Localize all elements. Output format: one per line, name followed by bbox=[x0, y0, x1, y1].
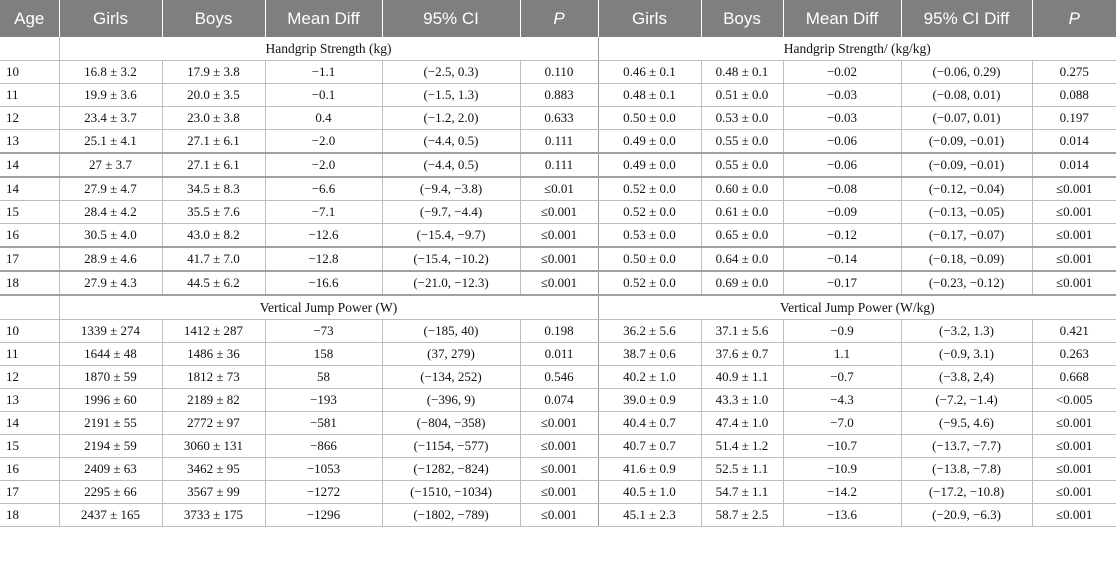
cell-age: 10 bbox=[0, 320, 59, 343]
cell-girls-relative: 0.49 ± 0.0 bbox=[598, 130, 701, 154]
cell-age: 13 bbox=[0, 130, 59, 154]
cell-age: 16 bbox=[0, 224, 59, 248]
cell-age: 16 bbox=[0, 458, 59, 481]
cell-boys-relative: 0.48 ± 0.1 bbox=[701, 61, 783, 84]
cell-mean-diff-relative: −0.03 bbox=[783, 84, 901, 107]
cell-p: ≤0.001 bbox=[520, 435, 598, 458]
cell-p: 0.633 bbox=[520, 107, 598, 130]
cell-girls: 1870 ± 59 bbox=[59, 366, 162, 389]
cell-p-relative: ≤0.001 bbox=[1032, 224, 1116, 248]
table-row bbox=[0, 343, 1116, 366]
cell-boys: 3060 ± 131 bbox=[162, 435, 265, 458]
cell-mean-diff: −1272 bbox=[265, 481, 382, 504]
cell-girls: 27.9 ± 4.3 bbox=[59, 271, 162, 295]
cell-mean-diff-relative: −10.9 bbox=[783, 458, 901, 481]
cell-p-relative: 0.263 bbox=[1032, 343, 1116, 366]
cell-mean-diff: −2.0 bbox=[265, 130, 382, 154]
table-row bbox=[0, 130, 1116, 154]
cell-mean-diff-relative: −0.06 bbox=[783, 130, 901, 154]
cell-boys: 17.9 ± 3.8 bbox=[162, 61, 265, 84]
cell-ci: (−2.5, 0.3) bbox=[382, 61, 520, 84]
cell-ci-diff-relative: (−13.8, −7.8) bbox=[901, 458, 1032, 481]
table-row bbox=[0, 389, 1116, 412]
cell-girls-relative: 0.50 ± 0.0 bbox=[598, 107, 701, 130]
cell-mean-diff: 0.4 bbox=[265, 107, 382, 130]
cell-age: 12 bbox=[0, 107, 59, 130]
cell-age: 18 bbox=[0, 504, 59, 527]
cell-ci: (−1154, −577) bbox=[382, 435, 520, 458]
cell-ci-diff-relative: (−20.9, −6.3) bbox=[901, 504, 1032, 527]
cell-boys: 2189 ± 82 bbox=[162, 389, 265, 412]
cell-boys: 43.0 ± 8.2 bbox=[162, 224, 265, 248]
table-row bbox=[0, 247, 1116, 271]
cell-mean-diff-relative: −0.17 bbox=[783, 271, 901, 295]
table-row bbox=[0, 84, 1116, 107]
cell-boys: 44.5 ± 6.2 bbox=[162, 271, 265, 295]
cell-age: 13 bbox=[0, 389, 59, 412]
cell-mean-diff: −12.6 bbox=[265, 224, 382, 248]
cell-p: ≤0.01 bbox=[520, 177, 598, 201]
cell-p-relative: ≤0.001 bbox=[1032, 458, 1116, 481]
cell-mean-diff: 58 bbox=[265, 366, 382, 389]
cell-girls: 28.4 ± 4.2 bbox=[59, 201, 162, 224]
cell-ci: (−1802, −789) bbox=[382, 504, 520, 527]
cell-p-relative: ≤0.001 bbox=[1032, 481, 1116, 504]
cell-p-relative: ≤0.001 bbox=[1032, 201, 1116, 224]
cell-ci: (−15.4, −10.2) bbox=[382, 247, 520, 271]
cell-ci-diff-relative: (−3.2, 1.3) bbox=[901, 320, 1032, 343]
cell-boys: 27.1 ± 6.1 bbox=[162, 130, 265, 154]
cell-girls: 27 ± 3.7 bbox=[59, 153, 162, 177]
cell-boys: 1412 ± 287 bbox=[162, 320, 265, 343]
cell-ci-diff-relative: (−0.13, −0.05) bbox=[901, 201, 1032, 224]
cell-p-relative: 0.421 bbox=[1032, 320, 1116, 343]
cell-girls: 19.9 ± 3.6 bbox=[59, 84, 162, 107]
cell-ci-diff-relative: (−0.08, 0.01) bbox=[901, 84, 1032, 107]
cell-boys-relative: 0.61 ± 0.0 bbox=[701, 201, 783, 224]
cell-mean-diff-relative: −10.7 bbox=[783, 435, 901, 458]
table-row bbox=[0, 107, 1116, 130]
cell-ci: (−804, −358) bbox=[382, 412, 520, 435]
cell-boys: 41.7 ± 7.0 bbox=[162, 247, 265, 271]
cell-boys: 20.0 ± 3.5 bbox=[162, 84, 265, 107]
cell-p: ≤0.001 bbox=[520, 271, 598, 295]
header-girls-relative: Girls bbox=[598, 0, 701, 37]
cell-ci: (−1510, −1034) bbox=[382, 481, 520, 504]
header-boys-relative: Boys bbox=[701, 0, 783, 37]
cell-ci: (−1.2, 2.0) bbox=[382, 107, 520, 130]
cell-girls-relative: 39.0 ± 0.9 bbox=[598, 389, 701, 412]
cell-boys: 1812 ± 73 bbox=[162, 366, 265, 389]
cell-mean-diff: −73 bbox=[265, 320, 382, 343]
cell-ci-diff-relative: (−0.06, 0.29) bbox=[901, 61, 1032, 84]
cell-girls-relative: 40.7 ± 0.7 bbox=[598, 435, 701, 458]
cell-girls-relative: 38.7 ± 0.6 bbox=[598, 343, 701, 366]
cell-boys-relative: 47.4 ± 1.0 bbox=[701, 412, 783, 435]
cell-ci-diff-relative: (−0.17, −0.07) bbox=[901, 224, 1032, 248]
cell-age: 14 bbox=[0, 412, 59, 435]
header-row bbox=[0, 0, 1116, 37]
cell-p: ≤0.001 bbox=[520, 481, 598, 504]
cell-age: 18 bbox=[0, 271, 59, 295]
cell-age: 17 bbox=[0, 247, 59, 271]
table-row bbox=[0, 458, 1116, 481]
cell-girls-relative: 0.52 ± 0.0 bbox=[598, 177, 701, 201]
cell-girls: 2409 ± 63 bbox=[59, 458, 162, 481]
cell-mean-diff-relative: −0.06 bbox=[783, 153, 901, 177]
cell-age: 15 bbox=[0, 435, 59, 458]
cell-p-relative: 0.275 bbox=[1032, 61, 1116, 84]
cell-p: 0.111 bbox=[520, 153, 598, 177]
cell-ci-diff-relative: (−0.9, 3.1) bbox=[901, 343, 1032, 366]
cell-boys-relative: 0.53 ± 0.0 bbox=[701, 107, 783, 130]
table-row bbox=[0, 201, 1116, 224]
cell-girls-relative: 0.50 ± 0.0 bbox=[598, 247, 701, 271]
cell-girls: 2437 ± 165 bbox=[59, 504, 162, 527]
section-title-left: Vertical Jump Power (W) bbox=[59, 295, 598, 320]
cell-age: 11 bbox=[0, 84, 59, 107]
cell-p-relative: 0.088 bbox=[1032, 84, 1116, 107]
cell-p-relative: ≤0.001 bbox=[1032, 435, 1116, 458]
section-title-right: Vertical Jump Power (W/kg) bbox=[598, 295, 1116, 320]
cell-p-relative: ≤0.001 bbox=[1032, 177, 1116, 201]
cell-mean-diff-relative: −13.6 bbox=[783, 504, 901, 527]
header-ci-diff-relative: 95% CI Diff bbox=[901, 0, 1032, 37]
cell-mean-diff: −6.6 bbox=[265, 177, 382, 201]
table-row bbox=[0, 366, 1116, 389]
cell-girls-relative: 0.52 ± 0.0 bbox=[598, 271, 701, 295]
cell-boys: 3567 ± 99 bbox=[162, 481, 265, 504]
cell-boys-relative: 0.60 ± 0.0 bbox=[701, 177, 783, 201]
cell-p: 0.011 bbox=[520, 343, 598, 366]
cell-p: ≤0.001 bbox=[520, 247, 598, 271]
cell-ci-diff-relative: (−0.12, −0.04) bbox=[901, 177, 1032, 201]
section-title-right: Handgrip Strength/ (kg/kg) bbox=[598, 37, 1116, 61]
table-row bbox=[0, 481, 1116, 504]
cell-p: ≤0.001 bbox=[520, 458, 598, 481]
table-row bbox=[0, 61, 1116, 84]
cell-boys: 1486 ± 36 bbox=[162, 343, 265, 366]
cell-age: 12 bbox=[0, 366, 59, 389]
cell-girls: 2194 ± 59 bbox=[59, 435, 162, 458]
section-age-blank bbox=[0, 295, 59, 320]
cell-boys-relative: 0.64 ± 0.0 bbox=[701, 247, 783, 271]
cell-mean-diff-relative: −0.03 bbox=[783, 107, 901, 130]
section-title-row bbox=[0, 37, 1116, 61]
cell-p: ≤0.001 bbox=[520, 201, 598, 224]
cell-ci-diff-relative: (−13.7, −7.7) bbox=[901, 435, 1032, 458]
cell-boys-relative: 51.4 ± 1.2 bbox=[701, 435, 783, 458]
cell-boys: 27.1 ± 6.1 bbox=[162, 153, 265, 177]
cell-ci: (−21.0, −12.3) bbox=[382, 271, 520, 295]
cell-girls-relative: 0.46 ± 0.1 bbox=[598, 61, 701, 84]
cell-p-relative: ≤0.001 bbox=[1032, 271, 1116, 295]
cell-mean-diff: −12.8 bbox=[265, 247, 382, 271]
cell-ci: (−15.4, −9.7) bbox=[382, 224, 520, 248]
cell-ci: (−4.4, 0.5) bbox=[382, 153, 520, 177]
cell-boys-relative: 58.7 ± 2.5 bbox=[701, 504, 783, 527]
cell-ci: (−185, 40) bbox=[382, 320, 520, 343]
header-mean-diff: Mean Diff bbox=[265, 0, 382, 37]
cell-mean-diff: −1053 bbox=[265, 458, 382, 481]
cell-girls-relative: 40.2 ± 1.0 bbox=[598, 366, 701, 389]
cell-mean-diff: 158 bbox=[265, 343, 382, 366]
cell-mean-diff: −0.1 bbox=[265, 84, 382, 107]
cell-boys-relative: 43.3 ± 1.0 bbox=[701, 389, 783, 412]
cell-girls: 16.8 ± 3.2 bbox=[59, 61, 162, 84]
header-girls: Girls bbox=[59, 0, 162, 37]
cell-mean-diff-relative: −0.12 bbox=[783, 224, 901, 248]
cell-girls-relative: 0.53 ± 0.0 bbox=[598, 224, 701, 248]
cell-ci: (−134, 252) bbox=[382, 366, 520, 389]
cell-p-relative: 0.197 bbox=[1032, 107, 1116, 130]
cell-girls: 1644 ± 48 bbox=[59, 343, 162, 366]
cell-boys-relative: 0.55 ± 0.0 bbox=[701, 153, 783, 177]
table-row bbox=[0, 504, 1116, 527]
cell-boys-relative: 0.65 ± 0.0 bbox=[701, 224, 783, 248]
cell-boys: 35.5 ± 7.6 bbox=[162, 201, 265, 224]
cell-mean-diff-relative: −0.02 bbox=[783, 61, 901, 84]
cell-ci: (37, 279) bbox=[382, 343, 520, 366]
cell-girls-relative: 0.48 ± 0.1 bbox=[598, 84, 701, 107]
cell-boys-relative: 0.51 ± 0.0 bbox=[701, 84, 783, 107]
cell-mean-diff-relative: −0.09 bbox=[783, 201, 901, 224]
cell-p-relative: ≤0.001 bbox=[1032, 504, 1116, 527]
cell-boys: 3462 ± 95 bbox=[162, 458, 265, 481]
cell-boys-relative: 0.55 ± 0.0 bbox=[701, 130, 783, 154]
cell-mean-diff: −581 bbox=[265, 412, 382, 435]
cell-p-relative: 0.014 bbox=[1032, 130, 1116, 154]
cell-mean-diff: −1.1 bbox=[265, 61, 382, 84]
cell-mean-diff: −866 bbox=[265, 435, 382, 458]
cell-ci: (−9.7, −4.4) bbox=[382, 201, 520, 224]
cell-mean-diff-relative: −4.3 bbox=[783, 389, 901, 412]
cell-boys: 3733 ± 175 bbox=[162, 504, 265, 527]
cell-age: 14 bbox=[0, 153, 59, 177]
cell-mean-diff-relative: −0.9 bbox=[783, 320, 901, 343]
cell-boys: 34.5 ± 8.3 bbox=[162, 177, 265, 201]
table-row bbox=[0, 435, 1116, 458]
cell-ci: (−396, 9) bbox=[382, 389, 520, 412]
cell-girls: 23.4 ± 3.7 bbox=[59, 107, 162, 130]
cell-boys: 23.0 ± 3.8 bbox=[162, 107, 265, 130]
table-row bbox=[0, 271, 1116, 295]
cell-p-relative: 0.668 bbox=[1032, 366, 1116, 389]
cell-girls: 1339 ± 274 bbox=[59, 320, 162, 343]
cell-age: 14 bbox=[0, 177, 59, 201]
cell-ci: (−1282, −824) bbox=[382, 458, 520, 481]
cell-boys-relative: 37.1 ± 5.6 bbox=[701, 320, 783, 343]
table-row bbox=[0, 224, 1116, 248]
cell-ci-diff-relative: (−9.5, 4.6) bbox=[901, 412, 1032, 435]
cell-age: 10 bbox=[0, 61, 59, 84]
cell-p: 0.883 bbox=[520, 84, 598, 107]
cell-mean-diff-relative: −0.7 bbox=[783, 366, 901, 389]
cell-p: 0.110 bbox=[520, 61, 598, 84]
cell-girls: 25.1 ± 4.1 bbox=[59, 130, 162, 154]
cell-ci: (−1.5, 1.3) bbox=[382, 84, 520, 107]
cell-p: ≤0.001 bbox=[520, 224, 598, 248]
table-row bbox=[0, 320, 1116, 343]
cell-mean-diff: −16.6 bbox=[265, 271, 382, 295]
cell-age: 17 bbox=[0, 481, 59, 504]
header-boys: Boys bbox=[162, 0, 265, 37]
cell-ci-diff-relative: (−0.09, −0.01) bbox=[901, 130, 1032, 154]
cell-boys-relative: 40.9 ± 1.1 bbox=[701, 366, 783, 389]
cell-mean-diff-relative: −7.0 bbox=[783, 412, 901, 435]
cell-boys-relative: 52.5 ± 1.1 bbox=[701, 458, 783, 481]
section-title-left: Handgrip Strength (kg) bbox=[59, 37, 598, 61]
cell-p-relative: 0.014 bbox=[1032, 153, 1116, 177]
cell-mean-diff-relative: −0.08 bbox=[783, 177, 901, 201]
cell-girls-relative: 40.5 ± 1.0 bbox=[598, 481, 701, 504]
cell-boys-relative: 37.6 ± 0.7 bbox=[701, 343, 783, 366]
cell-girls-relative: 36.2 ± 5.6 bbox=[598, 320, 701, 343]
cell-p: 0.546 bbox=[520, 366, 598, 389]
cell-girls: 30.5 ± 4.0 bbox=[59, 224, 162, 248]
cell-girls-relative: 45.1 ± 2.3 bbox=[598, 504, 701, 527]
cell-ci-diff-relative: (−0.07, 0.01) bbox=[901, 107, 1032, 130]
cell-girls: 1996 ± 60 bbox=[59, 389, 162, 412]
cell-ci-diff-relative: (−3.8, 2,4) bbox=[901, 366, 1032, 389]
header-p-relative: P bbox=[1032, 0, 1116, 37]
cell-girls-relative: 41.6 ± 0.9 bbox=[598, 458, 701, 481]
cell-boys-relative: 54.7 ± 1.1 bbox=[701, 481, 783, 504]
cell-age: 11 bbox=[0, 343, 59, 366]
cell-p: ≤0.001 bbox=[520, 412, 598, 435]
cell-ci-diff-relative: (−17.2, −10.8) bbox=[901, 481, 1032, 504]
table-row bbox=[0, 177, 1116, 201]
cell-mean-diff-relative: −14.2 bbox=[783, 481, 901, 504]
cell-p: ≤0.001 bbox=[520, 504, 598, 527]
cell-girls-relative: 0.52 ± 0.0 bbox=[598, 201, 701, 224]
cell-girls: 27.9 ± 4.7 bbox=[59, 177, 162, 201]
table-row bbox=[0, 412, 1116, 435]
cell-ci: (−9.4, −3.8) bbox=[382, 177, 520, 201]
section-age-blank bbox=[0, 37, 59, 61]
section-title-row bbox=[0, 295, 1116, 320]
cell-p-relative: <0.005 bbox=[1032, 389, 1116, 412]
cell-ci-diff-relative: (−0.23, −0.12) bbox=[901, 271, 1032, 295]
cell-p: 0.074 bbox=[520, 389, 598, 412]
table-body bbox=[0, 37, 1116, 527]
cell-mean-diff: −1296 bbox=[265, 504, 382, 527]
cell-p-relative: ≤0.001 bbox=[1032, 247, 1116, 271]
cell-mean-diff-relative: −0.14 bbox=[783, 247, 901, 271]
cell-age: 15 bbox=[0, 201, 59, 224]
cell-girls-relative: 40.4 ± 0.7 bbox=[598, 412, 701, 435]
cell-boys: 2772 ± 97 bbox=[162, 412, 265, 435]
header-mean-diff-relative: Mean Diff bbox=[783, 0, 901, 37]
cell-girls: 28.9 ± 4.6 bbox=[59, 247, 162, 271]
table-row bbox=[0, 153, 1116, 177]
cell-mean-diff-relative: 1.1 bbox=[783, 343, 901, 366]
cell-ci-diff-relative: (−0.18, −0.09) bbox=[901, 247, 1032, 271]
cell-ci-diff-relative: (−7.2, −1.4) bbox=[901, 389, 1032, 412]
cell-p: 0.111 bbox=[520, 130, 598, 154]
cell-boys-relative: 0.69 ± 0.0 bbox=[701, 271, 783, 295]
cell-ci: (−4.4, 0.5) bbox=[382, 130, 520, 154]
cell-mean-diff: −2.0 bbox=[265, 153, 382, 177]
cell-girls: 2295 ± 66 bbox=[59, 481, 162, 504]
header-age: Age bbox=[0, 0, 59, 37]
cell-girls: 2191 ± 55 bbox=[59, 412, 162, 435]
cell-p: 0.198 bbox=[520, 320, 598, 343]
header-ci: 95% CI bbox=[382, 0, 520, 37]
cell-girls-relative: 0.49 ± 0.0 bbox=[598, 153, 701, 177]
cell-p-relative: ≤0.001 bbox=[1032, 412, 1116, 435]
cell-mean-diff: −7.1 bbox=[265, 201, 382, 224]
cell-mean-diff: −193 bbox=[265, 389, 382, 412]
header-p: P bbox=[520, 0, 598, 37]
cell-ci-diff-relative: (−0.09, −0.01) bbox=[901, 153, 1032, 177]
